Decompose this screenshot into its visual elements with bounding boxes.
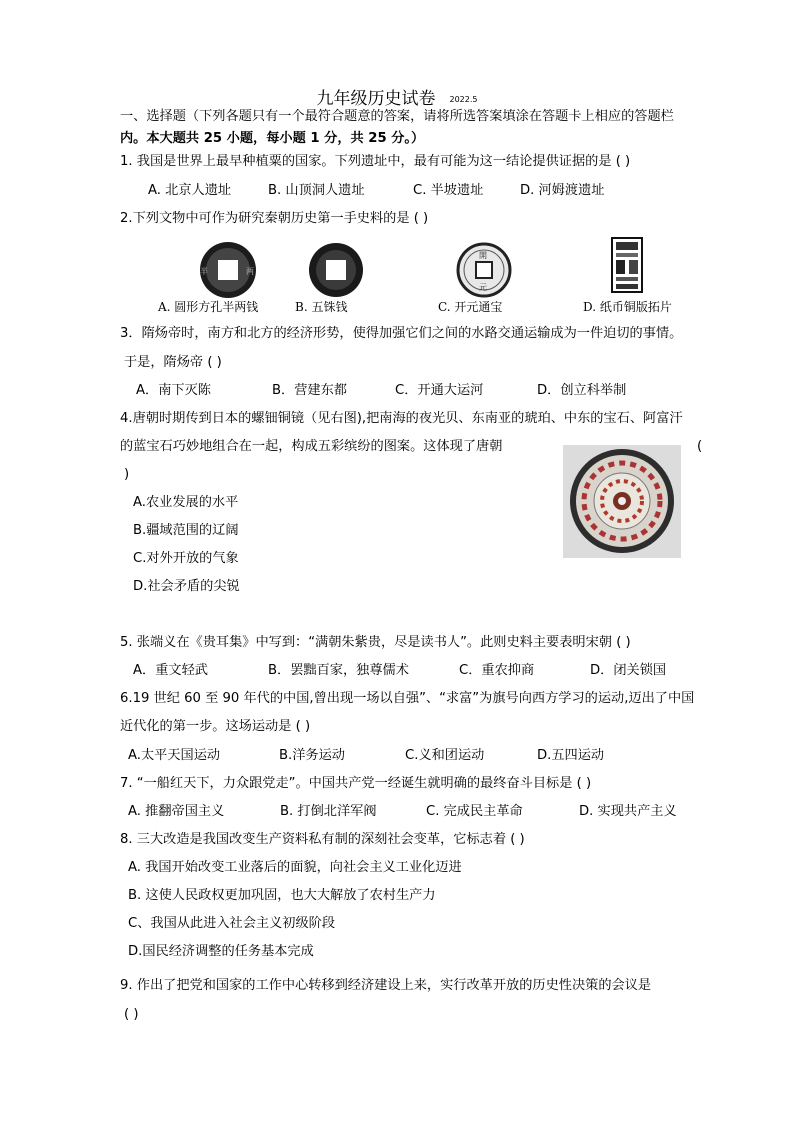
q3-option-b: B．营建东都 <box>272 383 347 398</box>
q6-option-c: C.义和团运动 <box>405 748 485 763</box>
q1-stem: 1. 我国是世界上最早种植粟的国家。下列遗址中，最有可能为这一结论提供证据的是 ( ) <box>120 154 631 169</box>
section-intro-line2: 内。本大题共 25 小题，每小题 1 分，共 25 分。） <box>120 131 425 146</box>
exam-date: 2022.5 <box>449 94 478 104</box>
q8-option-c: C、我国从此进入社会主义初级阶段 <box>128 916 336 931</box>
q4-stem-line2: 的蓝宝石巧妙地组合在一起，构成五彩缤纷的图案。这体现了唐朝 <box>120 439 503 454</box>
q7-option-c: C. 完成民主革命 <box>426 804 523 819</box>
q6-option-b: B.洋务运动 <box>279 748 345 763</box>
coin-icon <box>188 240 284 300</box>
q6-stem-line1: 6.19 世纪 60 至 90 年代的中国,曾出现一场以自强”、“求富”为旗号向西方学习的运动,迈出了中国 <box>120 691 695 706</box>
q8-option-a: A. 我国开始改变工业落后的面貌，向社会主义工业化迈进 <box>128 860 462 875</box>
q6-option-d: D.五四运动 <box>537 748 605 763</box>
coin-icon <box>454 240 514 300</box>
q4-option-c: C.对外开放的气象 <box>133 551 239 566</box>
q4-option-b: B.疆域范围的辽阔 <box>133 523 239 538</box>
q5-option-c: C．重农抑商 <box>459 663 535 678</box>
q5-option-d: D．闭关锁国 <box>590 663 667 678</box>
q4-answer-paren-open: ( <box>697 439 703 454</box>
svg-text:元: 元 <box>479 283 487 292</box>
q4-answer-paren-close: ) <box>124 467 130 482</box>
section-intro-line1: 一、选择题（下列各题只有一个最符合题意的答案，请将所选答案填涂在答题卡上相应的答题栏 <box>120 109 674 124</box>
q2-stem: 2.下列文物中可作为研究秦朝历史第一手史料的是 ( ) <box>120 211 429 226</box>
q2-caption-d: D. 纸币铜版拓片 <box>583 300 672 314</box>
q8-option-b: B. 这使人民政权更加巩固，也大大解放了农村生产力 <box>128 888 436 903</box>
q4-stem-line1: 4.唐朝时期传到日本的螺钿铜镜（见右图),把南海的夜光贝、东南亚的琥珀、中东的宝石、阿富汗 <box>120 411 683 426</box>
q8-stem: 8. 三大改造是我国改变生产资料私有制的深刻社会变革，它标志着 ( ) <box>120 832 525 847</box>
q6-option-a: A.太平天国运动 <box>128 748 221 763</box>
q3-option-c: C．开通大运河 <box>395 383 484 398</box>
q5-stem: 5. 张端义在《贵耳集》中写到：“满朝朱紫贵，尽是读书人”。此则史料主要表明宋朝 ( ) <box>120 635 631 650</box>
q2-caption-c: C. 开元通宝 <box>438 300 503 314</box>
banknote-rubbing-icon <box>610 236 644 294</box>
q1-option-a: A. 北京人遗址 <box>148 183 232 198</box>
q1-option-b: B. 山顶洞人遗址 <box>268 183 365 198</box>
q3-option-d: D．创立科举制 <box>537 383 627 398</box>
q2-caption-b: B. 五铢钱 <box>295 300 348 314</box>
svg-text:半: 半 <box>200 267 208 276</box>
q1-option-c: C. 半坡遗址 <box>413 183 484 198</box>
q7-option-a: A. 推翻帝国主义 <box>128 804 225 819</box>
coin-icon <box>306 240 366 300</box>
q5-option-a: A．重文轻武 <box>133 663 208 678</box>
q1-option-d: D. 河姆渡遗址 <box>520 183 605 198</box>
q7-option-b: B. 打倒北洋军阀 <box>280 804 377 819</box>
q4-option-d: D.社会矛盾的尖锐 <box>133 579 240 594</box>
mirror-icon <box>563 445 681 558</box>
q7-option-d: D. 实现共产主义 <box>579 804 677 819</box>
q3-option-a: A．南下灭陈 <box>136 383 211 398</box>
svg-text:開: 開 <box>479 251 487 260</box>
q2-caption-a: A. 圆形方孔半两钱 <box>158 300 259 314</box>
q6-stem-line2: 近代化的第一步。这场运动是 ( ) <box>120 719 311 734</box>
q9-stem-line1: 9. 作出了把党和国家的工作中心转移到经济建设上来，实行改革开放的历史性决策的会议是 <box>120 978 652 993</box>
q9-stem-line2: ( ) <box>124 1007 139 1022</box>
q7-stem: 7. “一船红天下，力众跟党走”。中国共产党一经诞生就明确的最终奋斗目标是 ( ) <box>120 776 592 791</box>
q3-stem-line1: 3．隋炀帝时，南方和北方的经济形势，使得加强它们之间的水路交通运输成为一件迫切的事情。 <box>120 326 683 341</box>
q3-stem-line2: 于是，隋炀帝 ( ) <box>124 355 222 370</box>
q8-option-d: D.国民经济调整的任务基本完成 <box>128 944 314 959</box>
exam-title <box>0 84 794 109</box>
q4-option-a: A.农业发展的水平 <box>133 495 239 510</box>
exam-title-text: 九年级历史试卷 <box>316 89 436 109</box>
q5-option-b: B．罢黜百家，独尊儒术 <box>268 663 409 678</box>
svg-text:两: 两 <box>246 267 254 276</box>
